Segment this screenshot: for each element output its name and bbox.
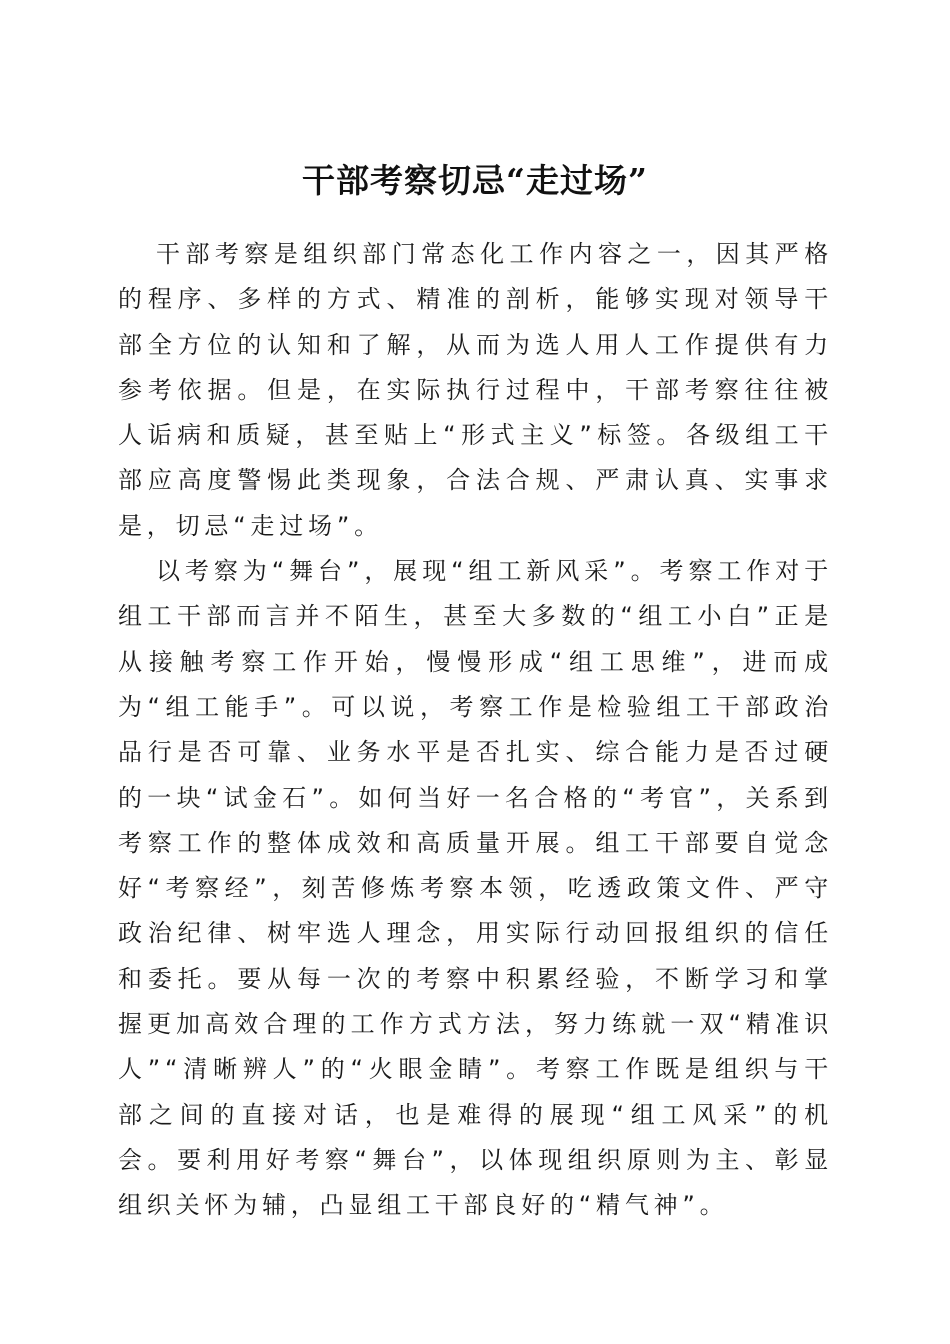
paragraph-intro: 干部考察是组织部门常态化工作内容之一，因其严格的程序、多样的方式、精准的剖析，能够实现对领导干部全方位的认知和了解，从而为选人用人工作提供有力参考依据。但是，在实际执行过程中，干部考察往往被人诟病和质疑，甚至贴上“形式主义”标签。各级组工干部应高度警惕此类现象，合法合规、严肃认真、实事求是，切忌“走过场”。 <box>118 240 833 540</box>
document-body <box>118 232 833 1229</box>
paragraph-stage: 以考察为“舞台”，展现“组工新风采”。考察工作对于组工干部而言并不陌生，甚至大多数的“组工小白”正是从接触考察工作开始，慢慢形成“组工思维”，进而成为“组工能手”。可以说，考察工作是检验组工干部政治品行是否可靠、业务水平是否扎实、综合能力是否过硬的一块“试金石”。如何当好一名合格的“考官”，关系到考察工作的整体成效和高质量开展。组工干部要自觉念好“考察经”，刻苦修炼考察本领，吃透政策文件、严守政治纪律、树牢选人理念，用实际行动回报组织的信任和委托。要从每一次的考察中积累经验，不断学习和掌握更加高效合理的工作方式方法，努力练就一双“精准识人”“清晰辨人”的“火眼金睛”。考察工作既是组织与干部之间的直接对话，也是难得的展现“组工风采”的机会。要利用好考察“舞台”，以体现组织原则为主、彰显组织关怀为辅，凸显组工干部良好的“精气神”。 <box>118 557 833 1220</box>
document-title: 干部考察切忌“走过场” <box>302 161 648 201</box>
